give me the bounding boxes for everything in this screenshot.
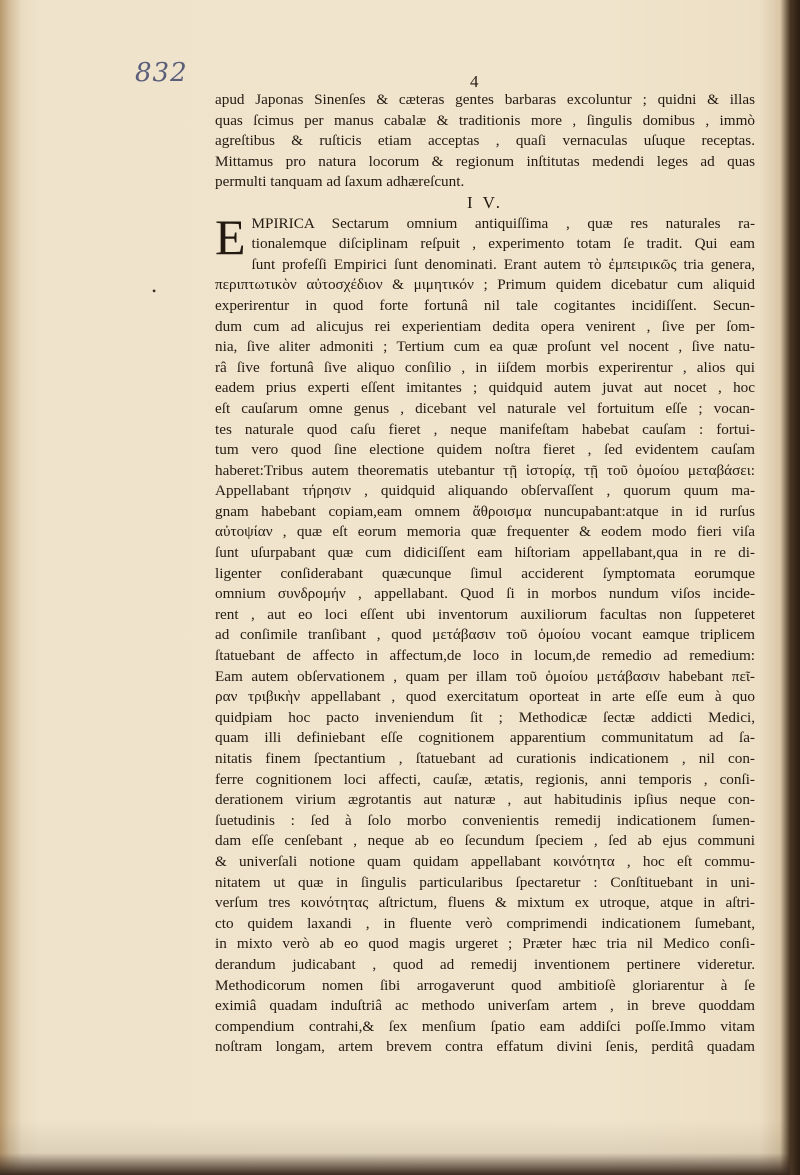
text-line: nitatis finem ſpectantium , ſtatuebant ad curationis indicationem , nil con- — [215, 750, 755, 767]
text-line: quas ſcimus per manus cabalæ & traditionis more , ſingulis domibus , immò — [215, 111, 755, 129]
text-line: tionalemque diſciplinam reſpuit , experimento totam ſe tradit. Qui eam — [251, 235, 755, 253]
text-line: derandum judicabant , quod ad remedij inventionem pertinere videretur. — [215, 955, 755, 973]
text-line: experirentur in quod forte fortunâ nil tale cogitantes incidiſſent. Secun- — [215, 296, 755, 314]
text-line: ligenter conſiderabant quæcunque ſimul acciderent ſymptomata eorumque — [215, 564, 755, 582]
text-line: quam illi definiebant eſſe cognitionem apparentium communitatum ad ſa- — [215, 729, 755, 747]
text-line: compendium contrahi,& ſex menſium ſpatio eam addiſci poſſe.Immo vitam — [215, 1017, 755, 1035]
text-line: Methodicorum nomen ſibi arrogaverunt quod ambitioſè gloriarentur à ſe — [215, 976, 755, 994]
drop-cap: E — [215, 208, 246, 265]
text-line: ad conſimile tranſibant , quod μετάβασιν τοῦ ὁμοίου vocant eamque triplicem — [215, 626, 755, 644]
text-line: eximiâ quadam induſtriâ ac methodo univerſam artem , in breve quoddam — [215, 997, 755, 1015]
text-line: apud Japonas Sinenſes & cæteras gentes barbaras excoluntur ; quidni & illas — [215, 91, 755, 108]
text-line: Mittamus pro natura locorum & regionum inſtitutas medendi leges ad quas — [215, 152, 755, 170]
text-line: derationem virium ægrotantis aut naturæ , aut habitudinis ipſius neque con- — [215, 791, 755, 809]
text-line: ſtatuebant de affecto in affectum,de loco in locum,de remedio ad remedium: — [215, 647, 755, 665]
text-line: tes naturale quod caſu fieret , neque manifeſtam habebat cauſam : fortui- — [215, 420, 755, 438]
page-bottom-shadow — [0, 1120, 790, 1175]
book-spine-shadow — [0, 0, 22, 1175]
text-line: αὐτοψίαν , quæ eſt eorum memoria quæ frequenter & eodem modo fieri viſa — [215, 523, 755, 541]
text-line: ſuetudinis : ſed à ſolo morbo convenientis remedij indicationem ſumen- — [215, 811, 755, 829]
text-line: agreſtibus & ruſticis etiam acceptas , quaſi vernaculas uſuque receptas. — [215, 132, 755, 150]
text-line: nia, ſive aliter admoniti ; Tertium cum ea quæ proſunt vel nocent , ſive natu- — [215, 338, 755, 356]
text-line: περιπτωτικὸν αὐτοσχέδιον & μιμητικόν ; Primum quidem dicebatur cum aliquid — [215, 276, 755, 294]
text-line: haberet:Tribus autem theorematis utebantur τῇ ἱστορίᾳ, τῇ τοῦ ὁμοίου μεταβάσει: — [215, 461, 755, 479]
text-line: Appellabant τήρησιν , quidquid aliquando obſervaſſent , quorum quum ma- — [215, 482, 755, 500]
text-line: permulti tanquam ad ſaxum adhæreſcunt. — [215, 173, 465, 191]
text-line: ſunt uſurpabant quæ cum didiciſſent eam hiſtoriam appellabant,qua in re di- — [215, 544, 755, 562]
text-line: Eam autem obſervationem , quam per illam τοῦ ὁμοίου μετάβασιν habebant πεῖ- — [215, 667, 755, 685]
text-line: eadem prius experti eſſent imitantes ; quidquid autem juvat aut nocet , hoc — [215, 379, 755, 397]
text-line: gnam habebant copiam,eam omnem ἄθροισμα nuncupabant:atque in id rurſus — [215, 502, 755, 520]
text-line: nitatem ut quæ in ſingulis particularibus ſpectaretur : Conſtituebant in uni- — [215, 873, 755, 891]
text-line: noſtram longam, artem brevem contra effatum divini ſenis, perditâ quadam — [215, 1038, 755, 1056]
text-line: cto quidem laxandi , in fluente verò comprimendi indicationem ſumebant, — [215, 914, 755, 932]
text-line: omnium συνδρομήν , appellabant. Quod ſi in morbos nundum viſos incide- — [215, 585, 755, 603]
text-line: MPIRICA Sectarum omnium antiquiſſima , quæ res naturales ra- — [251, 214, 755, 232]
intro-paragraph — [215, 90, 755, 193]
text-line: rent , aut eo loci eſſent ubi inventorum auxiliorum facultas non ſuppeteret — [215, 605, 755, 623]
text-line: quidpiam hoc pacto inveniendum ſit ; Methodicæ ſectæ addicti Medici, — [215, 708, 755, 726]
page-number: 4 — [470, 72, 479, 91]
text-line: tum vero quod ſine electione quidem noſtra fieret , ſed evidentem cauſam — [215, 441, 755, 459]
margin-mark: • — [152, 284, 157, 298]
text-line: eſt cauſarum omne genus , dicebant vel naturale vel fortuitum eſſe ; vocan- — [215, 399, 755, 417]
main-text — [215, 90, 755, 1058]
text-line: dam eſſe cenſebant , neque ab eo ſecundum ſpeciem , ſed ab ejus communi — [215, 832, 755, 850]
text-line: râ ſive fortunâ ſive aliquo conſilio , in iiſdem morbis experirentur , alios qui — [215, 358, 755, 376]
text-line: & univerſali notione quam quidam appellabant κοινότητα , hoc eſt commu- — [215, 852, 755, 870]
text-line: dum cum ad alicujus rei experientiam dedita opera venirent , ſive per ſom- — [215, 317, 755, 335]
section-heading: I V. — [467, 192, 503, 212]
handwritten-folio-number: 832 — [135, 58, 188, 88]
text-line: ραν τριβικὴν appellabant , quod exercitatum oporteat in arte eſſe eum à quo — [215, 688, 755, 706]
text-line: verſum tres κοινότητας aſtrictum, fluens & mixtum ex utroque, atque in aſtri- — [215, 894, 755, 912]
text-line: ſunt profeſſi Empirici ſunt denominati. Erant autem τὸ ἐμπειρικῶς tria genera, — [251, 255, 755, 273]
text-line: ferre cognitionem loci affecti, cauſæ, ætatis, regionis, anni temporis , conſi- — [215, 770, 755, 788]
text-line: in mixto verò ab eo quod magis urgeret ; Præter hæc tria nil Medico conſi- — [215, 935, 755, 953]
section-paragraph — [215, 208, 755, 1058]
